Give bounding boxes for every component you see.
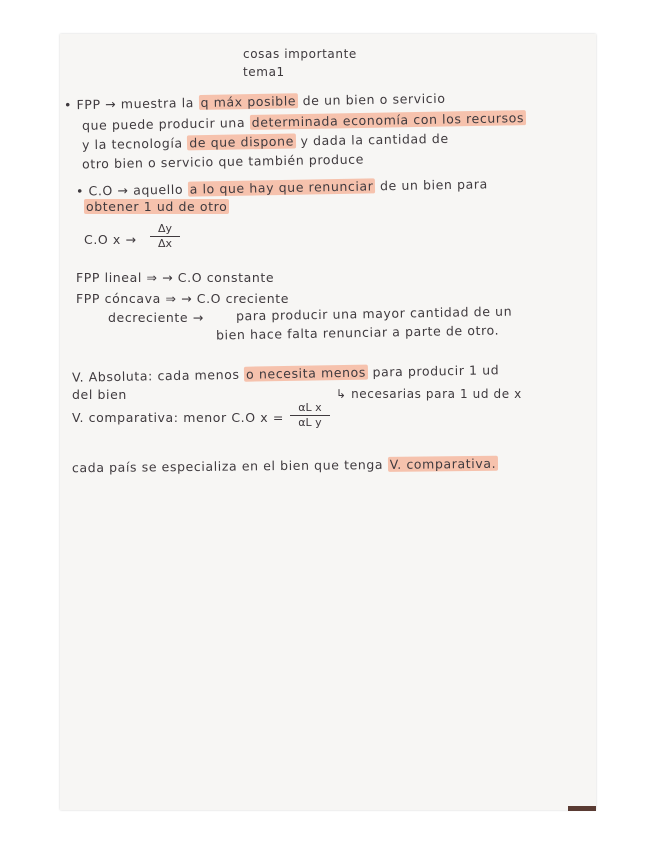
comp-fraction [290,401,330,430]
decreciente-line-1: para producir una mayor cantidad de un [235,303,513,324]
comp-note: ↳ necesarias para 1 ud de x [336,387,522,401]
cox-denominator: Δx [150,236,180,251]
comp-numerator: αL x [298,401,322,414]
fpp-line-3: y la tecnología de que dispone y dada la cantidad de [81,130,449,153]
co-line-1: • C.O → aquello a lo que hay que renunciar de un bien para [75,176,488,199]
highlight: de que dispone [189,133,295,151]
fpp-line-2: que puede producir una determinada economía con los recursos [81,110,525,133]
cox-fraction [150,222,180,251]
fpp-line-4: otro bien o servicio que también produce [81,151,365,172]
fpp-concava: FPP cóncava ⇒ → C.O creciente [76,291,290,306]
highlight: a lo que hay que renunciar [189,178,374,197]
highlight: V. comparativa. [389,455,497,472]
highlight: determinada economía con los recursos [251,110,525,130]
ventaja-comparativa-label: V. comparativa: menor C.O x = [72,410,284,425]
decreciente-line-2: bien hace falta renunciar a parte de otro. [215,322,500,343]
comp-denominator: αL y [290,415,330,430]
especializacion-line: cada país se especializa en el bien que tenga V. comparativa. [71,455,497,476]
co-line-2 [84,199,229,215]
ventaja-absoluta-line-2: del bien [72,387,127,402]
heading-line-2: tema1 [243,65,285,79]
ventaja-absoluta-line-1: V. Absoluta: cada menos o necesita menos para producir 1 ud [71,362,500,385]
cox-numerator: Δy [157,222,173,235]
decreciente-label: decreciente → [108,310,204,325]
highlight: obtener 1 ud de otro [86,199,228,214]
fpp-line-1: • FPP → muestra la q máx posible de un bien o servicio [63,90,446,113]
highlight: q máx posible [200,93,297,110]
heading-line-1: cosas importante [243,47,357,61]
fpp-lineal: FPP lineal ⇒ → C.O constante [76,270,275,285]
cox-label: C.O x → [84,232,137,247]
page-edge-shadow [568,806,596,811]
highlight: o necesita menos [245,364,367,382]
